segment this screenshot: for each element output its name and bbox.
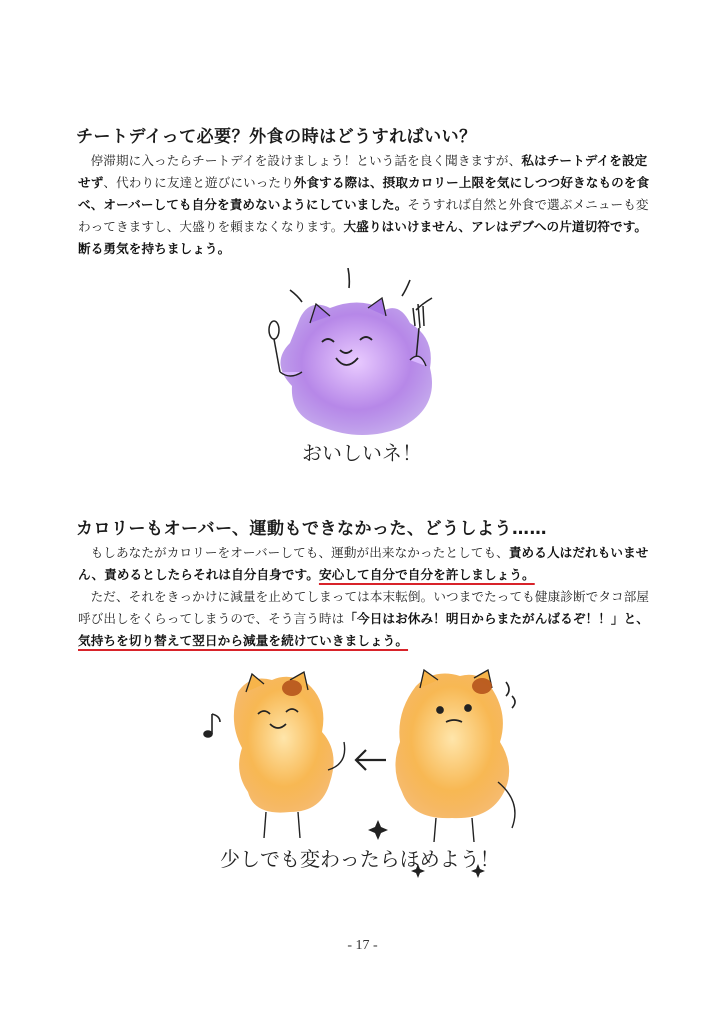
text-segment: 外食する際は、摂取カロリー上限を気にしつつ好きなものを食べ、オーバーしても自分を責めないようにしていました。 xyxy=(78,175,650,212)
purple-cat-caption: おいしいネ！ xyxy=(302,441,422,465)
orange-cats-illustration xyxy=(190,652,530,892)
orange-cats-caption: 少しでも変わったらほめよう！ xyxy=(220,847,500,871)
text-segment: ただ、それをきっかけに減量を止めてしまっては本末転倒。いつまでたっても健康診断でタコ部屋呼び出しをくらってしまうので、そう言う時は xyxy=(78,589,650,626)
music-note-icon xyxy=(204,714,220,737)
text-segment: 大盛りはいけません、アレはデブへの片道切符です。断る勇気を持ちましょう。 xyxy=(78,219,648,256)
text-segment: 責める人はだれもいません、責めるとしたらそれは自分自身です。 xyxy=(78,545,649,582)
page-number: - 17 - xyxy=(347,938,378,953)
section2-heading: カロリーもオーバー、運動もできなかった、どうしよう…… xyxy=(76,519,547,539)
text-segment: 「今日はお休み！明日からまたがんばるぞ！！」と、 xyxy=(344,611,649,626)
text-segment: もしあなたがカロリーをオーバーしても、運動が出来なかったとしても、 xyxy=(90,545,509,560)
section2-paragraph2 xyxy=(78,586,650,652)
section2-paragraph1 xyxy=(78,542,650,586)
purple-cat-illustration xyxy=(250,268,465,468)
section1-heading: チートデイって必要？外食の時はどうすればいい？ xyxy=(76,127,477,147)
text-segment: 停滞期に入ったらチートデイを設けましょう！という話を良く聞きますが、 xyxy=(90,153,522,168)
text-segment: 気持ちを切り替えて翌日から減量を続けていきましょう。 xyxy=(78,633,409,648)
section1-paragraph xyxy=(78,150,650,260)
text-segment: 安心して自分で自分を許しましょう。 xyxy=(318,567,535,582)
spoon-icon xyxy=(269,321,280,372)
text-segment: 、代わりに友達と遊びにいったり xyxy=(103,175,294,190)
text-segment: そうすれば自然と外食で選ぶメニューも変わってきますし、大盛りを頼まなくなります。 xyxy=(78,197,649,234)
sweat-icon xyxy=(506,682,515,708)
arrow-left-icon xyxy=(356,750,386,770)
text-segment: 私はチートデイを設定せず xyxy=(78,153,648,190)
